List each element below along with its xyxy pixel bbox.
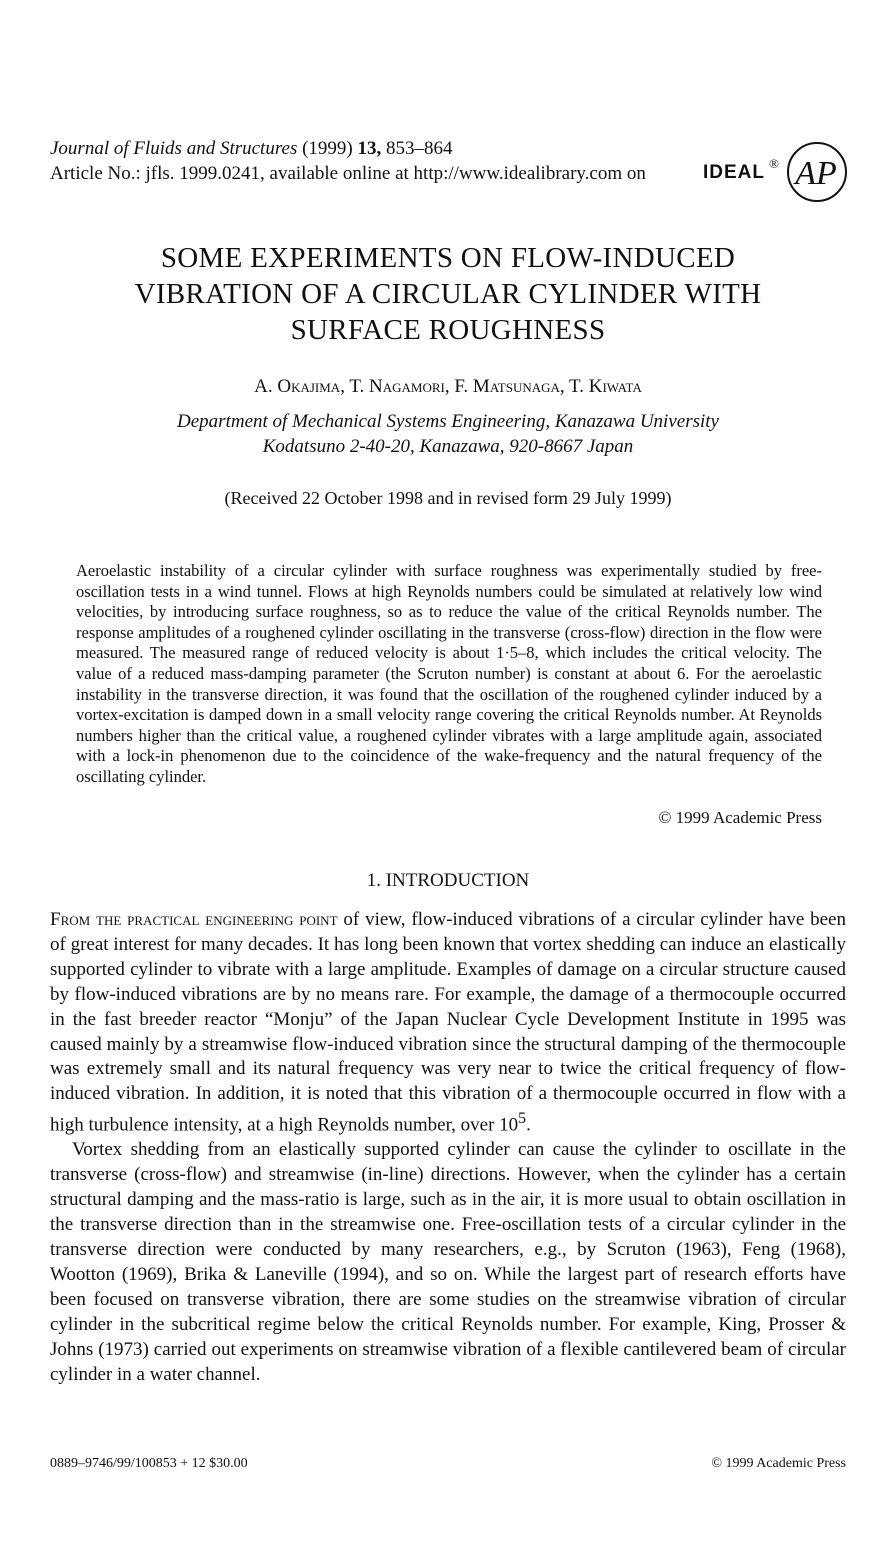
ap-logo-text: AP — [795, 155, 837, 192]
journal-volume: 13, — [357, 138, 382, 159]
article-info: Article No.: jfls. 1999.0241, available online at http://www.idealibrary.com on — [50, 163, 646, 184]
paragraph-lead-in: From the practical engineering point — [50, 909, 338, 930]
affiliation — [0, 409, 896, 459]
body-text — [50, 908, 846, 1388]
received-dates: (Received 22 October 1998 and in revised form 29 July 1999) — [224, 488, 672, 508]
title-line-1: SOME EXPERIMENTS ON FLOW-INDUCED — [160, 242, 736, 274]
journal-year: (1999) — [302, 138, 353, 159]
paragraph-2: Vortex shedding from an elastically supported cylinder can cause the cylinder to oscillate in the transverse (cross-flow) and streamwise (in-line) directions. However, when the cylinder has a certain structural damping and the mass-ratio is large, such as in the air, it is more usual to obtain oscillation in the transverse direction than in the streamwise one. Free-oscillation tests of a circular cylinder in the transverse direction were conducted by many researchers, e.g., by Scruton (1963), Feng (1968), Wootton (1969), Brika & Laneville (1994), and so on. While the largest part of research efforts have been focused on transverse vibration, there are some studies on the streamwise vibration of circular cylinder in the subcritical regime below the critical Reynolds number. For example, King, Prosser & Johns (1973) carried out experiments on streamwise vibration of a flexible cantilevered beam of circular cylinder in a water channel. — [50, 1139, 846, 1385]
registered-mark: ® — [769, 156, 779, 171]
authors: A. Okajima, T. Nagamori, F. Matsunaga, T. Kiwata — [254, 376, 642, 397]
affiliation-line-2: Kodatsuno 2-40-20, Kanazawa, 920-8667 Japan — [262, 436, 634, 457]
article-title — [60, 240, 836, 348]
paragraph-1 — [50, 908, 846, 1138]
title-line-3: SURFACE ROUGHNESS — [290, 314, 606, 346]
abstract-copyright: © 1999 Academic Press — [658, 808, 822, 827]
footer-issn-price: 0889–9746/99/100853 + 12 $30.00 — [50, 1456, 248, 1471]
paragraph-1-text: of view, flow-induced vibrations of a circular cylinder have been of great interest for many decades. It has long been known that vortex shedding can induce an elastically supported cylinder to vibrate with a large amplitude. Examples of damage on a circular structure caused by flow-induced vibrations are by no means rare. For example, the damage of a thermocouple occurred in the fast breeder reactor “Monju” of the Japan Nuclear Cycle Development Institute in 1995 was caused mainly by a streamwise flow-induced vibration since the structural damping of the thermocouple was extremely small and its natural frequency was very near to twice the critical frequency of flow-induced vibration. In addition, it is noted that this vibration of a thermocouple occurred in flow with a high turbulence intensity, at a high Reynolds number, over 10 — [50, 909, 846, 1136]
paragraph-1-end: . — [526, 1114, 531, 1136]
affiliation-line-1: Department of Mechanical Systems Engineering, Kanazawa University — [177, 411, 719, 432]
section-heading: 1. INTRODUCTION — [366, 870, 530, 891]
title-line-2: VIBRATION OF A CIRCULAR CYLINDER WITH — [134, 278, 762, 310]
abstract — [76, 561, 822, 788]
ideal-logo-text: IDEAL — [703, 162, 765, 183]
journal-citation — [50, 136, 453, 161]
academic-press-logo-icon — [785, 140, 849, 204]
ideal-logo — [703, 158, 783, 192]
footer-copyright: © 1999 Academic Press — [711, 1456, 846, 1471]
journal-pages: 853–864 — [386, 138, 453, 159]
abstract-text: Aeroelastic instability of a circular cylinder with surface roughness was experimentally studied by free-oscillation tests in a wind tunnel. Flows at high Reynolds numbers could be simulated at relatively low wind velocities, by introducing surface roughness, so as to reduce the value of the critical Reynolds number. The response amplitudes of a roughened cylinder oscillating in the transverse (cross-flow) direction in the flow were measured. The measured range of reduced velocity is about 1·5–8, which includes the critical velocity. The value of a reduced mass-damping parameter (the Scruton number) is constant at about 6. For the aeroelastic instability in the transverse direction, it was found that the oscillation of the roughened cylinder induced by a vortex-excitation is damped down in a small velocity range covering the critical Reynolds number. At Reynolds numbers higher than the critical value, a roughened cylinder vibrates with a large amplitude again, associated with a lock-in phenomenon due to the coincidence of the wake-frequency and the natural frequency of the oscillating cylinder. — [76, 561, 822, 786]
exponent: 5 — [518, 1110, 527, 1128]
journal-name: Journal of Fluids and Structures — [50, 138, 298, 159]
